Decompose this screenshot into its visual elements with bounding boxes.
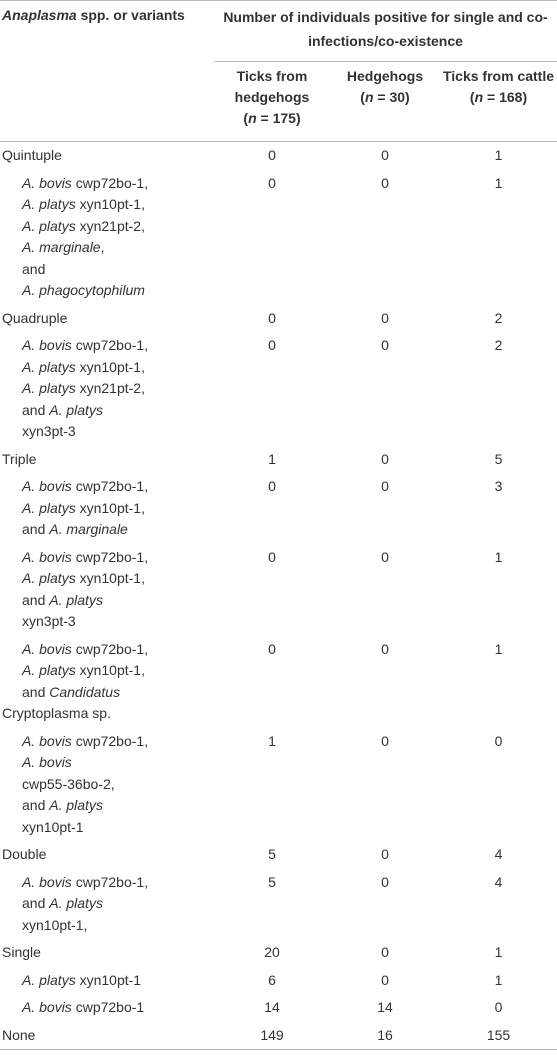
cell-value: 149 bbox=[214, 1022, 330, 1050]
stub-rest: spp. or variants bbox=[76, 7, 185, 23]
cell-value: 14 bbox=[377, 999, 393, 1015]
table-row bbox=[0, 170, 557, 305]
cell-value: 0 bbox=[268, 309, 276, 326]
cell-value: 0 bbox=[381, 478, 389, 494]
cell-value: 0 bbox=[381, 640, 389, 657]
row-label: A. bovis cwp72bo-1, A. platys xyn10pt-1, and A. marginale bbox=[22, 478, 149, 537]
cell-value: 0 bbox=[268, 147, 276, 163]
table-row bbox=[0, 636, 557, 728]
cell-value: 0 bbox=[268, 548, 276, 565]
cell-value: 4 bbox=[494, 873, 503, 890]
col-header-hedgehogs: Hedgehogs (n = 30) bbox=[346, 68, 424, 105]
cell-value: 0 bbox=[268, 478, 276, 494]
table-row bbox=[0, 994, 557, 1022]
table-row bbox=[0, 544, 557, 636]
spanning-header: Number of individuals positive for single and co-infections/co-existence bbox=[214, 1, 557, 62]
cell-value: 0 bbox=[268, 337, 276, 353]
cell-value: 1 bbox=[494, 640, 503, 657]
row-label: A. platys xyn10pt-1 bbox=[22, 971, 142, 988]
cell-value: 0 bbox=[381, 873, 389, 890]
cell-value: 6 bbox=[268, 971, 276, 988]
cell-value: 5 bbox=[268, 873, 276, 890]
row-label: A. bovis cwp72bo-1, A. platys xyn10pt-1, and Candidatus Cryptoplasma sp. bbox=[2, 640, 149, 721]
cell-value: 0 bbox=[381, 971, 389, 988]
col-header-ticks-hedgehogs: Ticks from hedgehogs (n = 175) bbox=[234, 68, 310, 126]
cell-value: 0 bbox=[381, 174, 389, 191]
cell-value: 0 bbox=[381, 337, 389, 353]
row-label: A. bovis cwp72bo-1, A. bovis cwp55-36bo-2, and A. platys xyn10pt-1 bbox=[22, 732, 149, 835]
row-label: None bbox=[0, 1022, 214, 1050]
cell-value: 1 bbox=[268, 450, 276, 467]
col-n-ticks-cattle: (n = 168) bbox=[469, 89, 528, 105]
cell-value: 0 bbox=[381, 846, 389, 862]
cell-value: 1 bbox=[494, 174, 503, 191]
row-label: A. bovis cwp72bo-1, and A. platys xyn10pt-1, bbox=[22, 873, 149, 933]
row-label: A. bovis cwp72bo-1, A. platys xyn10pt-1, A. platys xyn21pt-2, and A. platys xyn3pt-3 bbox=[22, 337, 149, 439]
table-row bbox=[0, 446, 557, 474]
stub-genus: Anaplasma bbox=[2, 7, 77, 23]
table-body bbox=[0, 142, 557, 1050]
row-label: Triple bbox=[2, 450, 37, 467]
col-header-ticks-cattle: Ticks from cattle (n = 168) bbox=[442, 68, 554, 105]
cell-value: 0 bbox=[268, 174, 276, 191]
cell-value: 155 bbox=[440, 1022, 557, 1050]
table-row bbox=[0, 728, 557, 842]
row-label: A. bovis cwp72bo-1 bbox=[22, 999, 145, 1015]
table-row bbox=[0, 841, 557, 869]
cell-value: 1 bbox=[494, 971, 503, 988]
row-label: A. bovis cwp72bo-1, A. platys xyn10pt-1, and A. platys xyn3pt-3 bbox=[22, 548, 149, 629]
cell-value: 0 bbox=[494, 999, 503, 1015]
row-label: Double bbox=[2, 846, 47, 862]
row-label: Quintuple bbox=[2, 147, 62, 163]
cell-value: 0 bbox=[381, 944, 389, 960]
cell-value: 4 bbox=[494, 846, 503, 862]
row-label: A. bovis cwp72bo-1, A. platys xyn10pt-1, A. platys xyn21pt-2, A. marginale, and A. phagocytophilum bbox=[22, 174, 149, 298]
table-header bbox=[0, 1, 557, 142]
stub-header bbox=[0, 1, 214, 62]
row-label: Single bbox=[2, 944, 41, 960]
col-n-hedgehogs: (n = 30) bbox=[360, 89, 410, 105]
cell-value: 20 bbox=[264, 944, 280, 960]
stub-header-blank bbox=[0, 62, 214, 142]
col-n-ticks-hedgehogs: (n = 175) bbox=[243, 110, 301, 126]
table-row bbox=[0, 869, 557, 940]
cell-value: 0 bbox=[381, 732, 389, 749]
cell-value: 1 bbox=[494, 944, 503, 960]
cell-value: 14 bbox=[264, 999, 280, 1015]
cell-value: 0 bbox=[381, 309, 389, 326]
cell-value: 1 bbox=[268, 732, 276, 749]
cell-value: 0 bbox=[494, 732, 503, 749]
cell-value: 0 bbox=[381, 548, 389, 565]
table-row bbox=[0, 473, 557, 544]
table-row bbox=[0, 305, 557, 333]
cell-value: 5 bbox=[268, 846, 276, 862]
table-row bbox=[0, 142, 557, 170]
cell-value: 0 bbox=[381, 450, 389, 467]
cell-value: 1 bbox=[494, 548, 503, 565]
cell-value: 0 bbox=[381, 147, 389, 163]
cell-value: 0 bbox=[268, 640, 276, 657]
table-row bbox=[0, 332, 557, 446]
row-label: Quadruple bbox=[2, 309, 68, 326]
cell-value: 3 bbox=[494, 478, 503, 494]
cell-value: 1 bbox=[494, 147, 503, 163]
cell-value: 2 bbox=[494, 309, 503, 326]
table-row bbox=[0, 939, 557, 967]
table-row bbox=[0, 1022, 557, 1050]
cell-value: 2 bbox=[494, 337, 503, 353]
cell-value: 16 bbox=[330, 1022, 440, 1050]
table-row bbox=[0, 967, 557, 995]
cell-value: 5 bbox=[494, 450, 503, 467]
